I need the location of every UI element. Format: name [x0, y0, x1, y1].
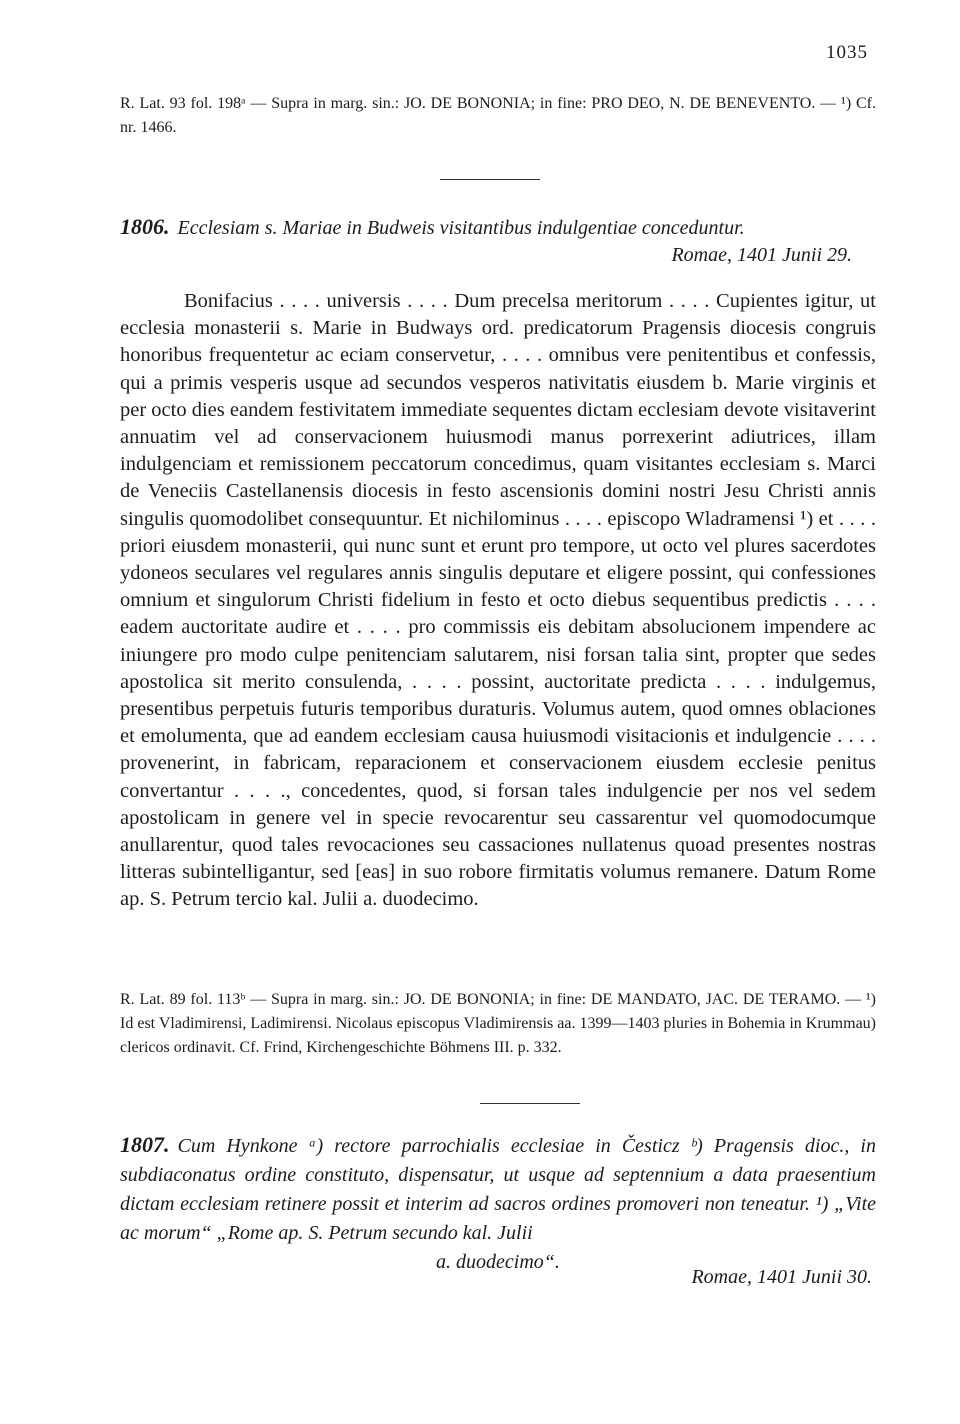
separator-rule-1	[440, 179, 540, 180]
entry-1807-number: 1807.	[120, 1132, 170, 1157]
entry-1807-heading	[120, 1130, 876, 1277]
entry-1806-date: Romae, 1401 Junii 29.	[671, 244, 852, 266]
footnote-mid: R. Lat. 89 fol. 113ᵇ — Supra in marg. sin.: JO. DE BONONIA; in fine: DE MANDATO, JAC. DE TERAMO. — ¹) Id est Vladimirensi, Ladimirensi. Nicolaus episcopus Vladimirensis aa. 1399—1403 pluries in Bohemia in Krummau) clericos ordinavit. Cf. Frind, Kirchengeschichte Böhmens III. p. 332.	[120, 991, 876, 1056]
entry-1806-heading	[120, 212, 876, 243]
footnote-top: R. Lat. 93 fol. 198ᵃ — Supra in marg. sin.: JO. DE BONONIA; in fine: PRO DEO, N. DE BENEVENTO. — ¹) Cf. nr. 1466.	[120, 95, 876, 136]
entry-1806-title: Ecclesiam s. Mariae in Budweis visitantibus indulgentiae conceduntur.	[177, 217, 745, 239]
entry-1807-title: Cum Hynkone ᵃ) rectore parrochialis ecclesiae in Česticz ᵇ) Pragensis dioc., in subdiaconatus ordine constituto, dispensatur, ut usque ad septennium a data praesentium dictam ecclesiam retinere possit et interim ad sacros ordines promoveri non teneatur. ¹) „Vite ac morum“ „Rome ap. S. Petrum secundo kal. Julii	[120, 1135, 876, 1244]
page-number: 1035	[826, 42, 868, 63]
entry-1806-number: 1806.	[120, 214, 170, 239]
entry-1806-body: Bonifacius . . . . universis . . . . Dum precelsa meritorum . . . . Cupientes igitur, ut ecclesia monasterii s. Marie in Budways ord. predicatorum Pragensis diocesis congruis honoribus frequentetur ac eciam conservetur, . . . . omnibus vere penitentibus et confessis, qui a primis vesperis usque ad secundos vesperos nativitatis eiusdem b. Marie virginis et per octo dies eandem festivitatem immediate sequentes dictam ecclesiam devote visitaverint annuatim vel ad conservacionem huiusmodi manus porrexerint adiutrices, illam indulgenciam et remissionem peccatorum concedimus, quam visitantes ecclesiam s. Marci de Veneciis Castellanensis diocesis in festo ascensionis domini nostri Jesu Christi annis singulis quomodolibet consequuntur. Et nichilominus . . . . episcopo Wladramensi ¹) et . . . . priori eiusdem monasterii, qui nunc sunt et erunt pro tempore, ut octo vel plures sacerdotes ydoneos seculares vel regulares annis singulis deputare et eligere possint, qui confessiones omnium et singulorum Christi fidelium in festo et octo diebus sequentibus predictis . . . . eadem auctoritate audire et . . . . pro commissis eis debitam absolucionem impendere ac iniungere pro modo culpe penitenciam salutarem, nisi forsan talia sint, propter que sedes apostolica sit merito consulenda, . . . . possint, auctoritate predicta . . . . indulgemus, presentibus perpetuis futuris temporibus duraturis. Volumus autem, quod omnes oblaciones et emolumenta, que ad eandem ecclesiam causa huiusmodi visitacionis et indulgencie . . . . provenerint, in fabricam, reparacionem et conservacionem eiusdem ecclesie penitus convertantur . . . ., concedentes, quod, si forsan tales indulgencie per nos vel sedem apostolicam in genere vel in specie revocarentur seu cassarentur vel quomodocumque anullarentur, quod tales revocaciones seu cassaciones nullatenus quoad presentes nostras litteras subintelligantur, sed [eas] in suo robore firmitatis volumus remanere. Datum Rome ap. S. Petrum tercio kal. Julii a. duodecimo.	[120, 290, 876, 911]
entry-1807-heading-end: a. duodecimo“.	[436, 1251, 560, 1273]
separator-rule-2	[480, 1103, 580, 1104]
entry-1807-date: Romae, 1401 Junii 30.	[691, 1266, 872, 1288]
